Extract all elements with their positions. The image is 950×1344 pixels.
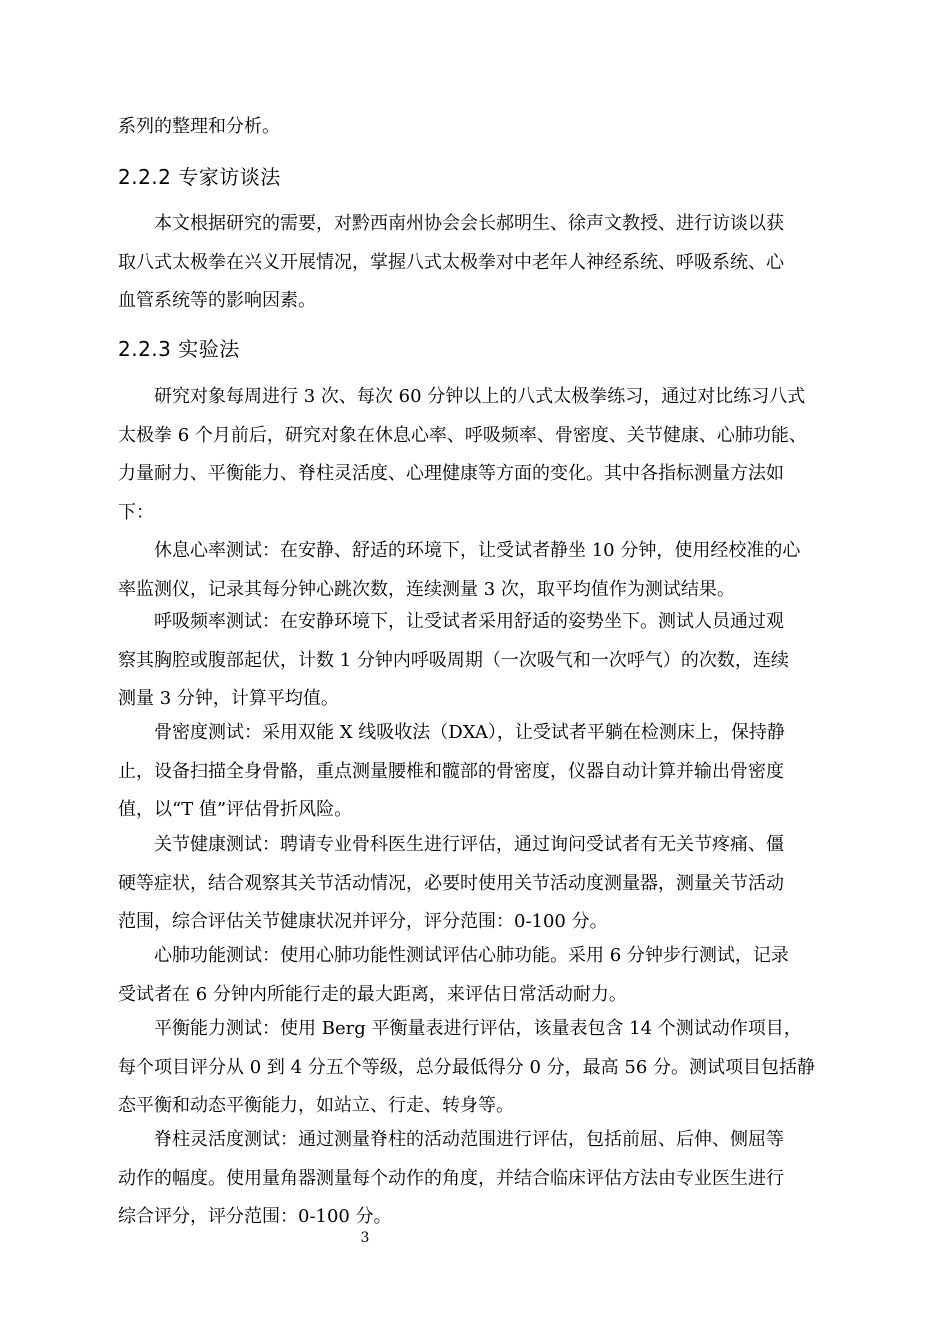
text-line: 研究对象每周进行 3 次、每次 60 分钟以上的八式太极拳练习，通过对比练习八式 [154,386,806,407]
text-line: 骨密度测试：采用双能 X 线吸收法（DXA），让受试者平躺在检测床上，保持静 [154,722,785,743]
paragraph-resting-heart-rate [118,532,838,609]
text-line: 呼吸频率测试：在安静环境下，让受试者采用舒适的姿势坐下。测试人员通过观 [154,611,784,632]
paragraph-spine-flexibility [118,1121,838,1237]
text-line: 硬等症状，结合观察其关节活动情况，必要时使用关节活动度测量器，测量关节活动 [118,872,784,894]
section-heading-2-2-2: 2.2.2 专家访谈法 [118,165,281,189]
text-line: 血管系统等的影响因素。 [118,290,316,311]
page-number: 3 [360,1230,370,1246]
paragraph-interview-method [118,205,838,321]
paragraph-joint-health [118,826,838,942]
text-line: 值，以“T 值”评估骨折风险。 [118,799,353,820]
text-line: 率监测仪，记录其每分钟心跳次数，连续测量 3 次，取平均值作为测试结果。 [118,578,735,600]
text-line: 察其胸腔或腹部起伏，计数 1 分钟内呼吸周期（一次吸气和一次呼气）的次数，连续 [118,649,789,671]
text-line: 力量耐力、平衡能力、脊柱灵活度、心理健康等方面的变化。其中各指标测量方法如 [118,463,784,484]
text-line: 止，设备扫描全身骨骼，重点测量腰椎和髋部的骨密度，仪器自动计算并输出骨密度 [118,760,784,782]
paragraph-bone-density [118,714,838,830]
text-line: 脊柱灵活度测试：通过测量脊柱的活动范围进行评估，包括前屈、后伸、侧屈等 [154,1129,784,1150]
text-line: 本文根据研究的需要，对黔西南州协会会长郝明生、徐声文教授、进行访谈以获 [154,213,784,234]
text-line: 关节健康测试：聘请专业骨科医生进行评估，通过询问受试者有无关节疼痛、僵 [154,834,784,855]
paragraph-balance [118,1010,838,1126]
paragraph-respiratory-rate [118,603,838,719]
text-line: 每个项目评分从 0 到 4 分五个等级，总分最低得分 0 分，最高 56 分。测试项目包括静 [118,1056,816,1078]
text-line: 平衡能力测试：使用 Berg 平衡量表进行评估，该量表包含 14 个测试动作项目， [154,1018,802,1039]
section-heading-2-2-3: 2.2.3 实验法 [118,337,240,361]
paragraph-cardiopulmonary [118,937,838,1014]
paragraph-continuation [118,108,838,147]
text-line: 心肺功能测试：使用心肺功能性测试评估心肺功能。采用 6 分钟步行测试，记录 [154,945,789,966]
text-line: 太极拳 6 个月前后，研究对象在休息心率、呼吸频率、骨密度、关节健康、心肺功能、 [118,424,807,446]
text-line: 范围，综合评估关节健康状况并评分，评分范围：0-100 分。 [118,911,608,932]
text-line: 受试者在 6 分钟内所能行走的最大距离，来评估日常活动耐力。 [118,983,627,1005]
text-line: 下： [118,501,154,523]
text-line: 系列的整理和分析。 [118,116,280,137]
text-line: 测量 3 分钟，计算平均值。 [118,688,339,709]
text-line: 态平衡和动态平衡能力，如站立、行走、转身等。 [118,1095,514,1116]
text-line: 综合评分，评分范围：0-100 分。 [118,1206,392,1227]
paragraph-experiment-method [118,378,838,532]
text-line: 休息心率测试：在安静、舒适的环境下，让受试者静坐 10 分钟，使用经校准的心 [154,540,801,561]
text-line: 取八式太极拳在兴义开展情况，掌握八式太极拳对中老年人神经系统、呼吸系统、心 [118,251,784,273]
text-line: 动作的幅度。使用量角器测量每个动作的角度，并结合临床评估方法由专业医生进行 [118,1167,784,1189]
